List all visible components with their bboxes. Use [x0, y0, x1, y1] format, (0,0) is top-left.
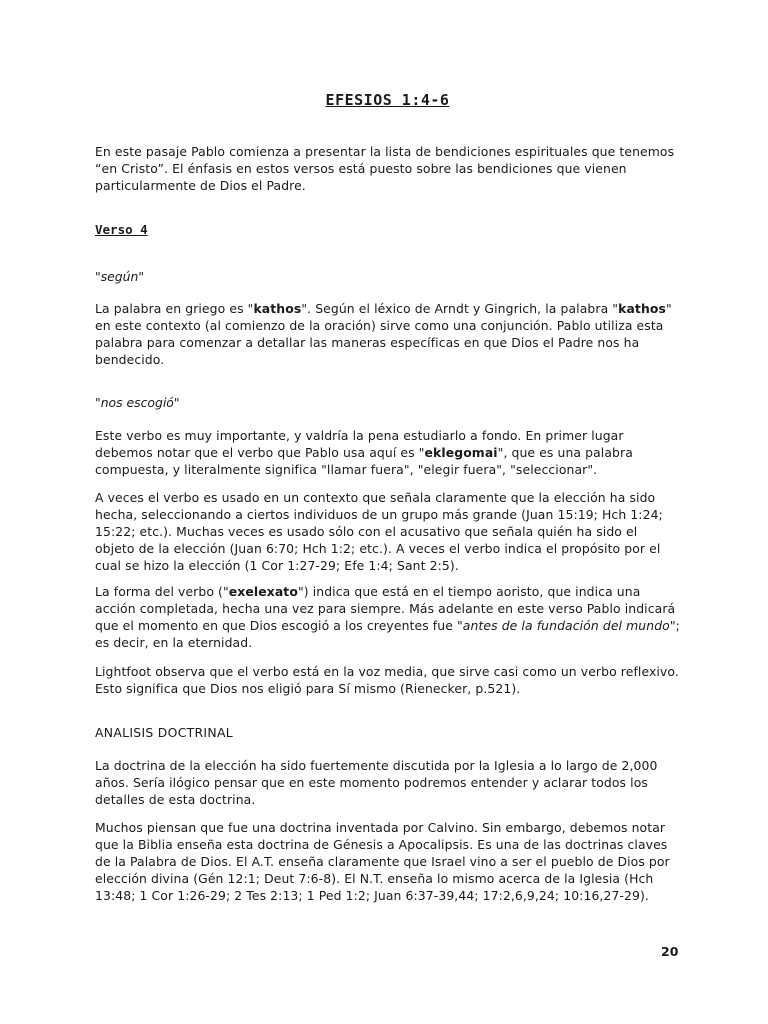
italic-phrase: antes de la fundación del mundo: [462, 618, 670, 633]
section-heading: ANALISIS DOCTRINAL: [95, 725, 233, 740]
page-title: EFESIOS 1:4-6: [325, 91, 450, 109]
text-run: ", que es una palabra compuesta, y literalmente significa "llamar fuera", "elegir fuera", "seleccionar".: [95, 445, 633, 477]
quote-close: ": [173, 395, 180, 410]
text-run: " en este contexto (al comienzo de la oración) sirve como una conjunción. Pablo utiliza esta palabra para comenzar a detallar las maneras específicas en que Dios el Padre nos ha bendecido.: [95, 301, 672, 367]
escogio-paragraph-1: [95, 427, 680, 478]
doctrinal-paragraph-1: La doctrina de la elección ha sido fuertemente discutida por la Iglesia a lo largo de 2,000 años. Sería ilógico pensar que en este momento podremos entender y aclarar todos los detalles de esta doctrina.: [95, 758, 658, 807]
quote-open: ": [95, 395, 101, 410]
quote-open: ": [95, 269, 101, 284]
greek-word: eklegomai: [424, 445, 498, 460]
text-run: La palabra en griego es ": [95, 301, 254, 316]
text-run: ") indica que está en el tiempo aoristo, que indica una acción completada, hecha una vez para siempre. Más adelante en este verso Pablo indicará que el momento en que Dios escogió a los creyentes fue ": [95, 584, 676, 633]
text-run: La forma del verbo (": [95, 584, 229, 599]
document-page: [95, 0, 680, 1024]
quote-close: ": [138, 269, 145, 284]
escogio-paragraph-2: A veces el verbo es usado en un contexto que señala claramente que la elección ha sido hecha, seleccionando a ciertos individuos de un grupo más grande (Juan 15:19; Hch 1:24; 15:22; etc.). Muchas veces es usado sólo con el acusativo que señala quién ha sido el objeto de la elección (Juan 6:70; Hch 1:2; etc.). A veces el verbo indica el propósito por el cual se hizo la elección (1 Cor 1:27-29; Efe 1:4; Sant 2:5).: [95, 490, 663, 573]
quote-word: según: [100, 269, 139, 284]
segun-paragraph: [95, 300, 680, 368]
quote-segun: [95, 269, 144, 284]
quote-word: nos escogió: [100, 395, 174, 410]
text-run: ". Según el léxico de Arndt y Gingrich, la palabra ": [301, 301, 619, 316]
text-run: "; es decir, en la eternidad.: [95, 618, 680, 650]
greek-word: kathos: [253, 301, 302, 316]
intro-paragraph: En este pasaje Pablo comienza a presentar la lista de bendiciones espirituales que tenemos “en Cristo”. El énfasis en estos versos está puesto sobre las bendiciones que vienen particularmente de Dios el Padre.: [95, 144, 675, 193]
page-number: 20: [661, 944, 679, 959]
doctrinal-paragraph-2: Muchos piensan que fue una doctrina inventada por Calvino. Sin embargo, debemos notar que la Biblia enseña esta doctrina de Génesis a Apocalipsis. Es una de las doctrinas claves de la Palabra de Dios. El A.T. enseña claramente que Israel vino a ser el pueblo de Dios por elección divina (Gén 12:1; Deut 7:6-8). El N.T. enseña lo mismo acerca de la Iglesia (Hch 13:48; 1 Cor 1:26-29; 2 Tes 2:13; 1 Ped 1:2; Juan 6:37-39,44; 17:2,6,9,24; 10:16,27-29).: [95, 820, 670, 903]
text-run: Este verbo es muy importante, y valdría la pena estudiarlo a fondo. En primer lugar debemos notar que el verbo que Pablo usa aquí es ": [95, 428, 624, 460]
escogio-paragraph-4: Lightfoot observa que el verbo está en la voz media, que sirve casi como un verbo reflexivo. Esto significa que Dios nos eligió para Sí mismo (Rienecker, p.521).: [95, 664, 679, 696]
greek-word: exelexato: [228, 584, 298, 599]
greek-word: kathos: [618, 301, 666, 316]
quote-escogio: [95, 395, 180, 410]
escogio-paragraph-3: [95, 583, 680, 651]
verse-heading: Verso 4: [95, 222, 148, 237]
